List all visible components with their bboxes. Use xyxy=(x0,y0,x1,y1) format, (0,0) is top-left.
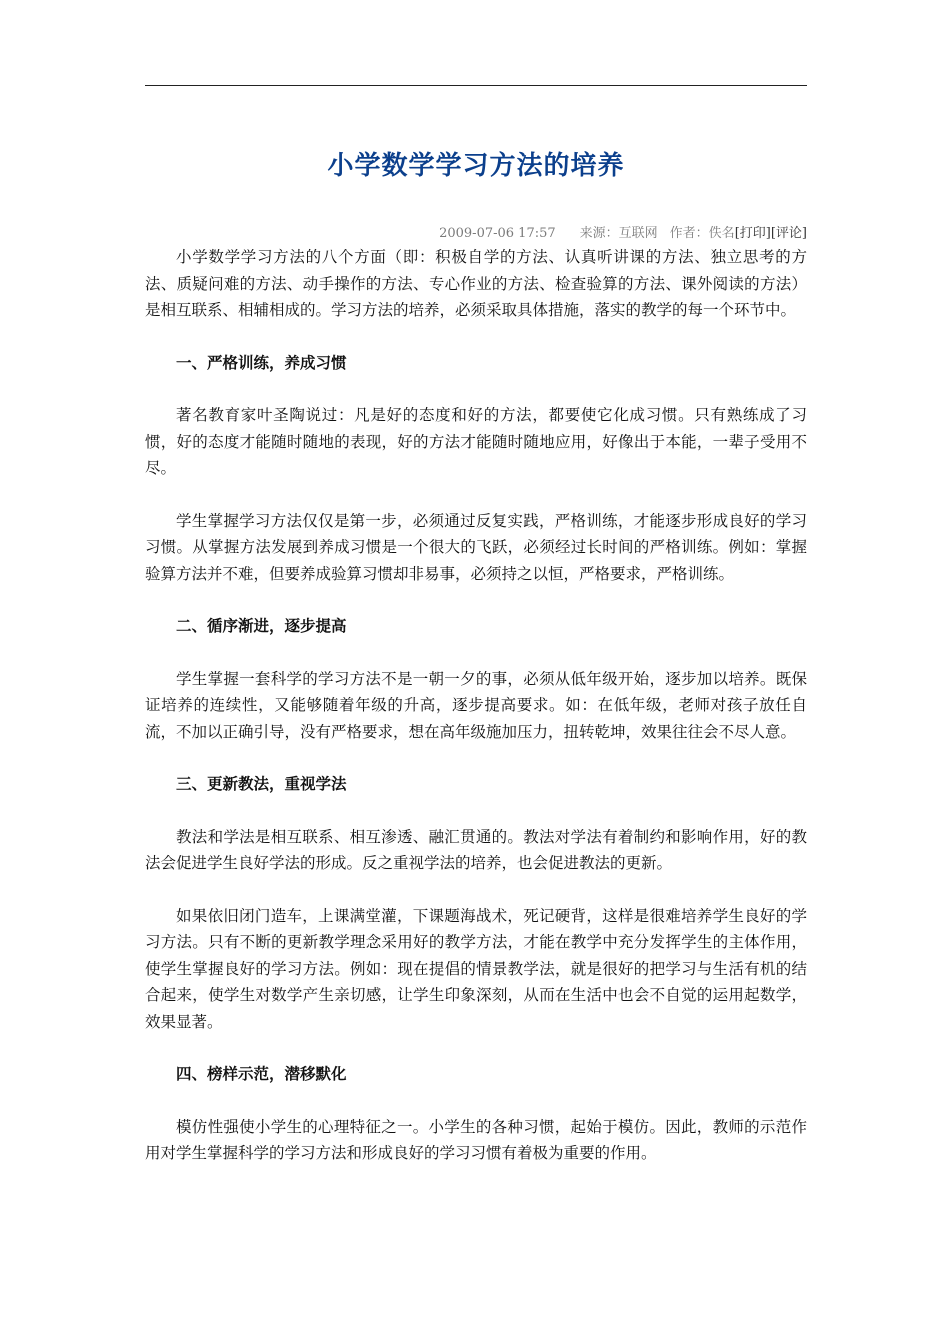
section-heading-3: 三、更新教法，重视学法 xyxy=(176,774,347,793)
comment-link[interactable]: [评论] xyxy=(770,226,807,241)
section-3-paragraph-1: 教法和学法是相互联系、相互渗透、融汇贯通的。教法对学法有着制约和影响作用，好的教法会促进学生良好学法的形成。反之重视学法的培养，也会促进教法的更新。 xyxy=(145,827,807,872)
article-meta xyxy=(145,224,807,244)
section-1-paragraph-1: 著名教育家叶圣陶说过：凡是好的态度和好的方法，都要使它化成习惯。只有熟练成了习惯，好的态度才能随时随地的表现，好的方法才能随时随地应用，好像出于本能，一辈子受用不尽。 xyxy=(145,406,807,477)
section-4-paragraph-1: 模仿性强使小学生的心理特征之一。小学生的各种习惯，起始于模仿。因此，教师的示范作用对学生掌握科学的学习方法和形成良好的学习习惯有着极为重要的作用。 xyxy=(145,1117,807,1162)
author-label: 作者：佚名 xyxy=(669,226,735,241)
top-divider xyxy=(145,85,807,86)
section-2-paragraph-1: 学生掌握一套科学的学习方法不是一朝一夕的事，必须从低年级开始，逐步加以培养。既保证培养的连续性，又能够随着年级的升高，逐步提高要求。如：在低年级，老师对孩子放任自流，不加以正确引导，没有严格要求，想在高年级施加压力，扭转乾坤，效果往往会不尽人意。 xyxy=(145,669,807,741)
section-1-paragraph-2: 学生掌握学习方法仅仅是第一步，必须通过反复实践，严格训练，才能逐步形成良好的学习习惯。从掌握方法发展到养成习惯是一个很大的飞跃，必须经过长时间的严格训练。例如：掌握验算方法并不难，但要养成验算习惯却非易事，必须持之以恒，严格要求，严格训练。 xyxy=(145,511,807,583)
section-heading-1: 一、严格训练，养成习惯 xyxy=(176,352,347,372)
print-link[interactable]: [打印] xyxy=(734,226,771,241)
article-body xyxy=(145,244,807,1167)
intro-paragraph: 小学数学学习方法的八个方面（即：积极自学的方法、认真听讲课的方法、独立思考的方法、质疑问难的方法、动手操作的方法、专心作业的方法、检查验算的方法、课外阅读的方法）是相互联系、相辅相成的。学习方法的培养，必须采取具体措施，落实的教学的每一个环节中。 xyxy=(145,248,807,319)
section-3-paragraph-2: 如果依旧闭门造车，上课满堂灌，下课题海战术，死记硬背，这样是很难培养学生良好的学习方法。只有不断的更新教学理念采用好的教学方法，才能在教学中充分发挥学生的主体作用，使学生掌握良好的学习方法。例如：现在提倡的情景教学法，就是很好的把学习与生活有机的结合起来，使学生对数学产生亲切感，让学生印象深刻，从而在生活中也会不自觉的运用起数学，效果显著。 xyxy=(145,906,807,1031)
section-heading-2: 二、循序渐进，逐步提高 xyxy=(176,616,347,635)
article-title: 小学数学学习方法的培养 xyxy=(327,151,625,181)
source-label: 来源：互联网 xyxy=(579,226,658,241)
publish-datetime: 2009-07-06 17:57 xyxy=(439,226,556,241)
section-heading-4: 四、榜样示范，潜移默化 xyxy=(176,1064,347,1083)
